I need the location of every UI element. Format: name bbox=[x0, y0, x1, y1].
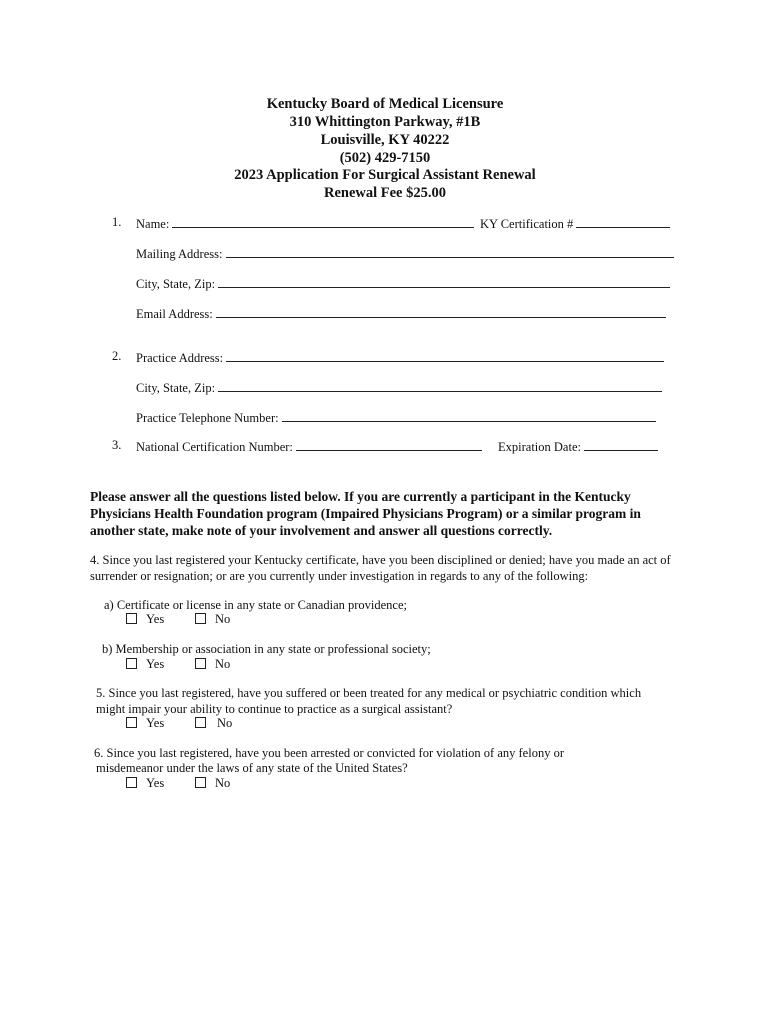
city1-label: City, State, Zip: bbox=[136, 277, 216, 291]
q6-yes-label: Yes bbox=[146, 776, 165, 790]
q4b-text: b) Membership or association in any state or professional society; bbox=[102, 642, 431, 656]
ky-cert-label: KY Certification # bbox=[480, 217, 574, 231]
instructions-paragraph: Please answer all the questions listed below. If you are currently a participant in the Kentucky Physicians Health Foundation program (Impaired Physicians Program) or a similar program in another state, make note of your involvement and answer all questions correctly. bbox=[90, 489, 641, 538]
mailing-label: Mailing Address: bbox=[136, 247, 223, 261]
q4a-yes-label: Yes bbox=[146, 612, 165, 626]
practice-phone-row bbox=[136, 409, 656, 426]
city2-label: City, State, Zip: bbox=[136, 381, 216, 395]
q4-line1: 4. Since you last registered your Kentucky certificate, have you been disciplined or denied; have you made an act of bbox=[90, 553, 671, 567]
header-phone: (502) 429-7150 bbox=[339, 150, 431, 166]
q4a-no-label: No bbox=[215, 612, 231, 626]
national-cert-field[interactable] bbox=[296, 438, 482, 451]
expiration-row bbox=[498, 438, 658, 455]
practice-address-row bbox=[136, 349, 664, 366]
item-number-3: 3. bbox=[112, 438, 122, 452]
item-number-1: 1. bbox=[112, 215, 122, 229]
q5-yes-checkbox[interactable] bbox=[126, 717, 137, 728]
city1-field[interactable] bbox=[218, 275, 670, 288]
item-number-2: 2. bbox=[112, 349, 122, 363]
city1-row bbox=[136, 275, 670, 292]
q6-no-label: No bbox=[215, 776, 231, 790]
name-row bbox=[136, 215, 474, 232]
q4b-no-label: No bbox=[215, 657, 231, 671]
mailing-row bbox=[136, 245, 674, 262]
q6-no-checkbox[interactable] bbox=[195, 777, 206, 788]
city2-field[interactable] bbox=[218, 379, 662, 392]
email-field[interactable] bbox=[216, 305, 666, 318]
q6-line1: 6. Since you last registered, have you been arrested or convicted for violation of any felony or bbox=[94, 746, 564, 760]
q5-line2: might impair your ability to continue to practice as a surgical assistant? bbox=[96, 702, 453, 716]
q4-line2: surrender or resignation; or are you currently under investigation in regards to any of the following: bbox=[90, 569, 589, 583]
q4a-text: a) Certificate or license in any state or Canadian providence; bbox=[104, 598, 407, 612]
header-form-title: 2023 Application For Surgical Assistant Renewal bbox=[234, 167, 536, 183]
header-fee: Renewal Fee $25.00 bbox=[323, 185, 446, 201]
q4b-no-checkbox[interactable] bbox=[195, 658, 206, 669]
ky-cert-row bbox=[480, 215, 670, 232]
q5-line1: 5. Since you last registered, have you suffered or been treated for any medical or psychiatric condition which bbox=[96, 686, 642, 700]
expiration-label: Expiration Date: bbox=[498, 440, 581, 454]
mailing-field[interactable] bbox=[226, 245, 674, 258]
name-field[interactable] bbox=[172, 215, 474, 228]
header-city: Louisville, KY 40222 bbox=[320, 132, 450, 148]
email-label: Email Address: bbox=[136, 307, 213, 321]
practice-phone-field[interactable] bbox=[282, 409, 656, 422]
header-street: 310 Whittington Parkway, #1B bbox=[289, 114, 481, 130]
q6-line2: misdemeanor under the laws of any state of the United States? bbox=[96, 761, 408, 775]
practice-phone-label: Practice Telephone Number: bbox=[136, 411, 279, 425]
q5-yes-label: Yes bbox=[146, 716, 165, 730]
ky-cert-field[interactable] bbox=[576, 215, 670, 228]
expiration-field[interactable] bbox=[584, 438, 658, 451]
practice-address-field[interactable] bbox=[226, 349, 664, 362]
national-cert-label: National Certification Number: bbox=[136, 440, 293, 454]
q5-no-checkbox[interactable] bbox=[195, 717, 206, 728]
name-label: Name: bbox=[136, 217, 170, 231]
q5-no-label: No bbox=[217, 716, 233, 730]
q6-yes-checkbox[interactable] bbox=[126, 777, 137, 788]
q4a-yes-checkbox[interactable] bbox=[126, 613, 137, 624]
header-board-name: Kentucky Board of Medical Licensure bbox=[266, 96, 504, 112]
city2-row bbox=[136, 379, 662, 396]
email-row bbox=[136, 305, 666, 322]
q4b-yes-checkbox[interactable] bbox=[126, 658, 137, 669]
practice-address-label: Practice Address: bbox=[136, 351, 224, 365]
q4b-yes-label: Yes bbox=[146, 657, 165, 671]
q4a-no-checkbox[interactable] bbox=[195, 613, 206, 624]
national-cert-row bbox=[136, 438, 482, 455]
